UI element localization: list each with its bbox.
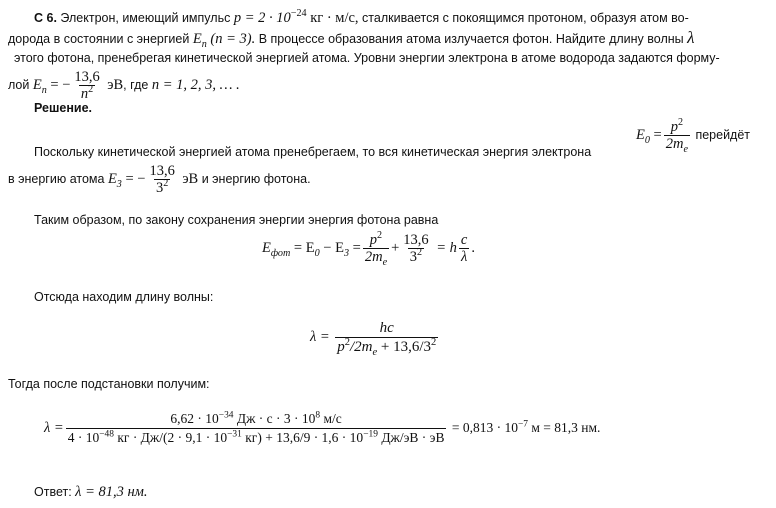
momentum-formula: $p = 2 \cdot 10^{-24}$ кг · м/с,: [233, 8, 359, 26]
solution-text-5: Тогда после подстановки получим:: [8, 377, 210, 391]
problem-line-4: [8, 68, 240, 102]
problem-line-3: этого фотона, пренебрегая кинетической энергией атома. Уровни энергии электрона в атоме водорода задаются форму-: [14, 51, 720, 65]
problem-label: С 6.: [34, 11, 57, 25]
e0-formula: $E_0$ = $\frac{p^2}{2m_e}$ перейдёт: [636, 117, 751, 156]
problem-text-1a: Электрон, имеющий импульс: [60, 11, 231, 25]
n-list: n = 1, 2, 3, … .: [151, 77, 240, 93]
solution-text-2b: и энергию фотона.: [201, 172, 311, 186]
energy-level-formula: $E_n$ = −: [32, 77, 71, 96]
problem-text-4a: лой: [8, 78, 30, 92]
e3-unit: эВ: [182, 171, 199, 187]
answer-label: Ответ:: [34, 485, 72, 499]
solution-line-2: [8, 162, 311, 196]
energy-level-fraction: $\frac{13,6}{n^2}$: [74, 69, 100, 103]
problem-text-2b: В процессе образования атома излучается фотон. Найдите длину волны: [258, 32, 684, 46]
problem-text-2a: дорода в состоянии с энергией: [8, 32, 190, 46]
e0-fraction: $\frac{p^2}{2m_e}$: [665, 117, 688, 156]
energy-state-formula: $E_n$ (n = 3).: [192, 31, 256, 50]
photon-energy-formula: $E_{фот} = E_0 - E_3$ = $\frac{p^2}{2m_e}$ + $\frac{13,6}{3^2}$ = h $\frac{c}{\lambda}$ .: [262, 230, 475, 269]
substitution-formula: λ = $6,62 \cdot 10^{-34}$ Дж · $с \cdot 3 \cdot 10^8$ м/с $4 \cdot 10^{-48}$ кг · $Дж/(2 \cdot 9,1 \cdot 10^{-31}$ $кг) + 13,6/9 \cdot 1,6 \cdot 10^{-19}$ Дж/эВ · эВ = $0,813 \cdot 10^{-7}$ м = 81,3 нм.: [44, 410, 601, 446]
solution-text-4: Отсюда находим длину волны:: [34, 290, 214, 304]
solution-text-1a: Поскольку кинетической энергией атома пренебрегаем, то вся кинетическая энергия электрона: [34, 145, 592, 159]
e3-fraction: $\frac{13,6}{3^2}$: [149, 163, 175, 197]
energy-level-unit: эВ: [107, 77, 124, 93]
solution-text-2a: в энергию атома: [8, 172, 105, 186]
problem-text-1b: сталкивается с покоящимся протоном, образуя атом во-: [362, 11, 689, 25]
wavelength-formula: λ = $\frac{hc}{p^2/2m_e + 13,6/3^2}$: [310, 320, 437, 359]
answer: [34, 484, 148, 500]
problem-text-4b: , где: [123, 78, 149, 92]
answer-value: λ = 81,3 нм.: [75, 484, 148, 500]
problem-line-2: [8, 28, 695, 50]
solution-heading: Решение.: [34, 101, 93, 115]
lambda-symbol: λ: [687, 28, 695, 47]
solution-text-1b: перейдёт: [695, 128, 751, 142]
solution-text-3: Таким образом, по закону сохранения энергии энергия фотона равна: [34, 213, 439, 227]
problem-line-1: [34, 10, 689, 26]
e3-formula: $E_3$ = −: [107, 171, 146, 190]
